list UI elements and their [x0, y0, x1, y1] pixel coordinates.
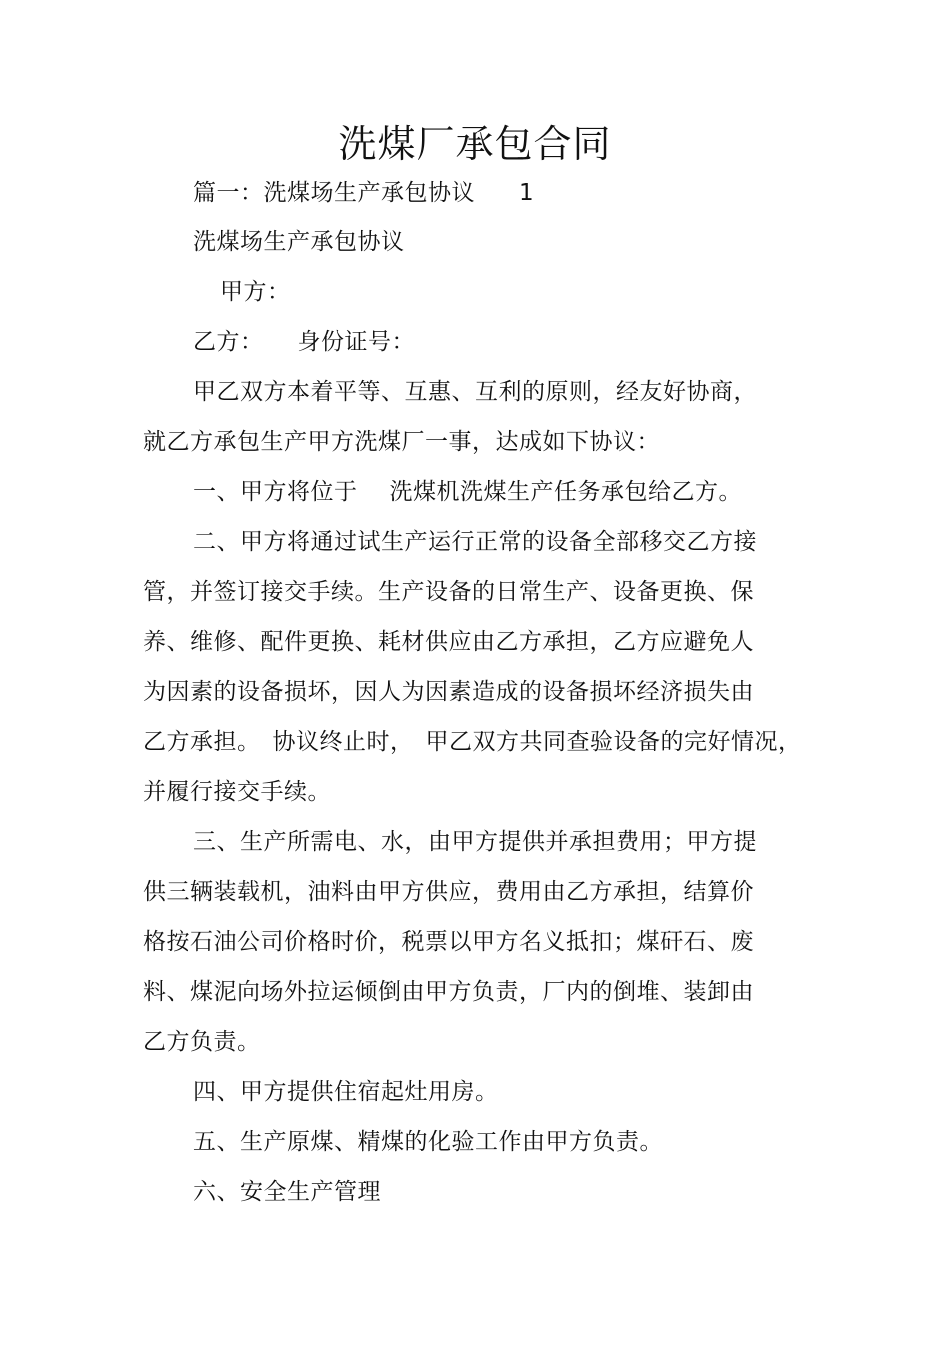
line-segment: 协议终止时， — [272, 729, 414, 755]
paragraph-line: 为因素的设备损坏，因人为因素造成的设备损坏经济损失由 — [143, 679, 754, 705]
line-segment: 甲乙双方共同查验设备的完好情况， — [425, 729, 802, 755]
paragraph-line: 二、甲方将通过试生产运行正常的设备全部移交乙方接 — [193, 529, 757, 555]
paragraph-line: 就乙方承包生产甲方洗煤厂一事，达成如下协议： — [143, 429, 660, 455]
subtitle-page-number: 1 — [519, 180, 535, 206]
clause-1-part-b: 洗煤机洗煤生产任务承包给乙方。 — [389, 479, 742, 505]
subtitle-line — [193, 178, 534, 208]
paragraph-line: 养、维修、配件更换、耗材供应由乙方承担，乙方应避免人 — [143, 629, 754, 655]
paragraph-line: 格按石油公司价格时价，税票以甲方名义抵扣；煤矸石、废 — [143, 929, 754, 955]
id-number-label: 身份证号： — [297, 329, 415, 355]
paragraph-line: 六、安全生产管理 — [193, 1179, 381, 1205]
paragraph-line: 甲乙双方本着平等、互惠、互利的原则，经友好协商， — [193, 379, 757, 405]
paragraph-line: 料、煤泥向场外拉运倾倒由甲方负责，厂内的倒堆、装卸由 — [143, 979, 754, 1005]
paragraph-line — [143, 727, 802, 757]
paragraph-line: 三、生产所需电、水，由甲方提供并承担费用；甲方提 — [193, 829, 757, 855]
agreement-heading: 洗煤场生产承包协议 — [193, 229, 405, 255]
paragraph-line: 管，并签订接交手续。生产设备的日常生产、设备更换、保 — [143, 579, 754, 605]
line-segment: 乙方承担。 — [143, 729, 261, 755]
party-a-label: 甲方： — [220, 279, 291, 305]
paragraph-line: 四、甲方提供住宿起灶用房。 — [193, 1079, 499, 1105]
paragraph-line: 五、生产原煤、精煤的化验工作由甲方负责。 — [193, 1129, 663, 1155]
subtitle: 篇一：洗煤场生产承包协议 — [193, 180, 475, 206]
party-b-line — [193, 327, 415, 357]
party-b-label: 乙方： — [193, 329, 264, 355]
paragraph-line: 供三辆装载机，油料由甲方供应，费用由乙方承担，结算价 — [143, 879, 754, 905]
document-title: 洗煤厂承包合同 — [338, 122, 612, 166]
clause-1-line — [193, 477, 742, 507]
clause-1-part-a: 一、甲方将位于 — [193, 479, 358, 505]
paragraph-line: 并履行接交手续。 — [143, 779, 331, 805]
paragraph-line: 乙方负责。 — [143, 1029, 261, 1055]
